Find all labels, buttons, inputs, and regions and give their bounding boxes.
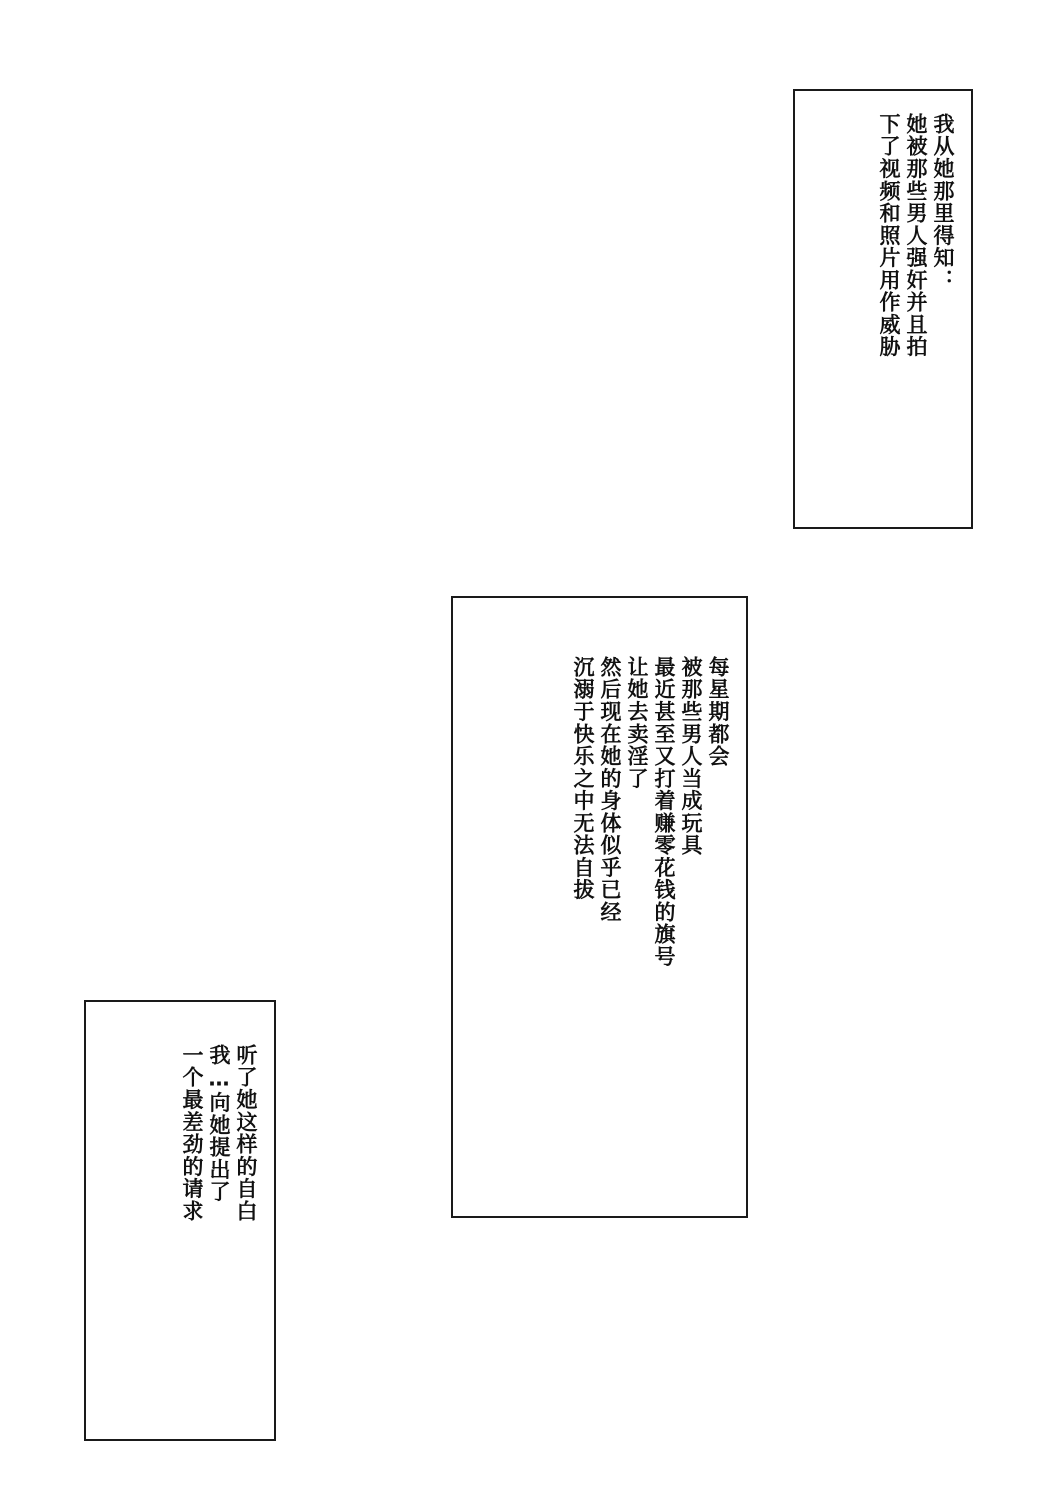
caption-line: 让她去卖淫了	[625, 656, 649, 790]
caption-line: 下了视频和照片用作威胁	[877, 113, 901, 358]
caption-line: 被那些男人当成玩具	[679, 656, 703, 857]
caption-line: 沉溺于快乐之中无法自拔	[571, 656, 595, 901]
caption-line: 最近甚至又打着赚零花钱的旗号	[652, 656, 676, 968]
caption-line: 然后现在她的身体似乎已经	[598, 656, 622, 924]
caption-line: 我从她那里得知：	[931, 113, 955, 292]
caption-line: 听了她这样的自白	[234, 1044, 258, 1223]
caption-line: 一个最差劲的请求	[180, 1044, 204, 1223]
caption-panel-middle	[451, 596, 748, 1218]
caption-line: 每星期都会	[706, 656, 730, 768]
caption-line: 我…向她提出了	[207, 1044, 231, 1203]
caption-panel-bottom-left	[84, 1000, 276, 1441]
caption-panel-top-right	[793, 89, 973, 529]
caption-line: 她被那些男人强奸并且拍	[904, 113, 928, 358]
